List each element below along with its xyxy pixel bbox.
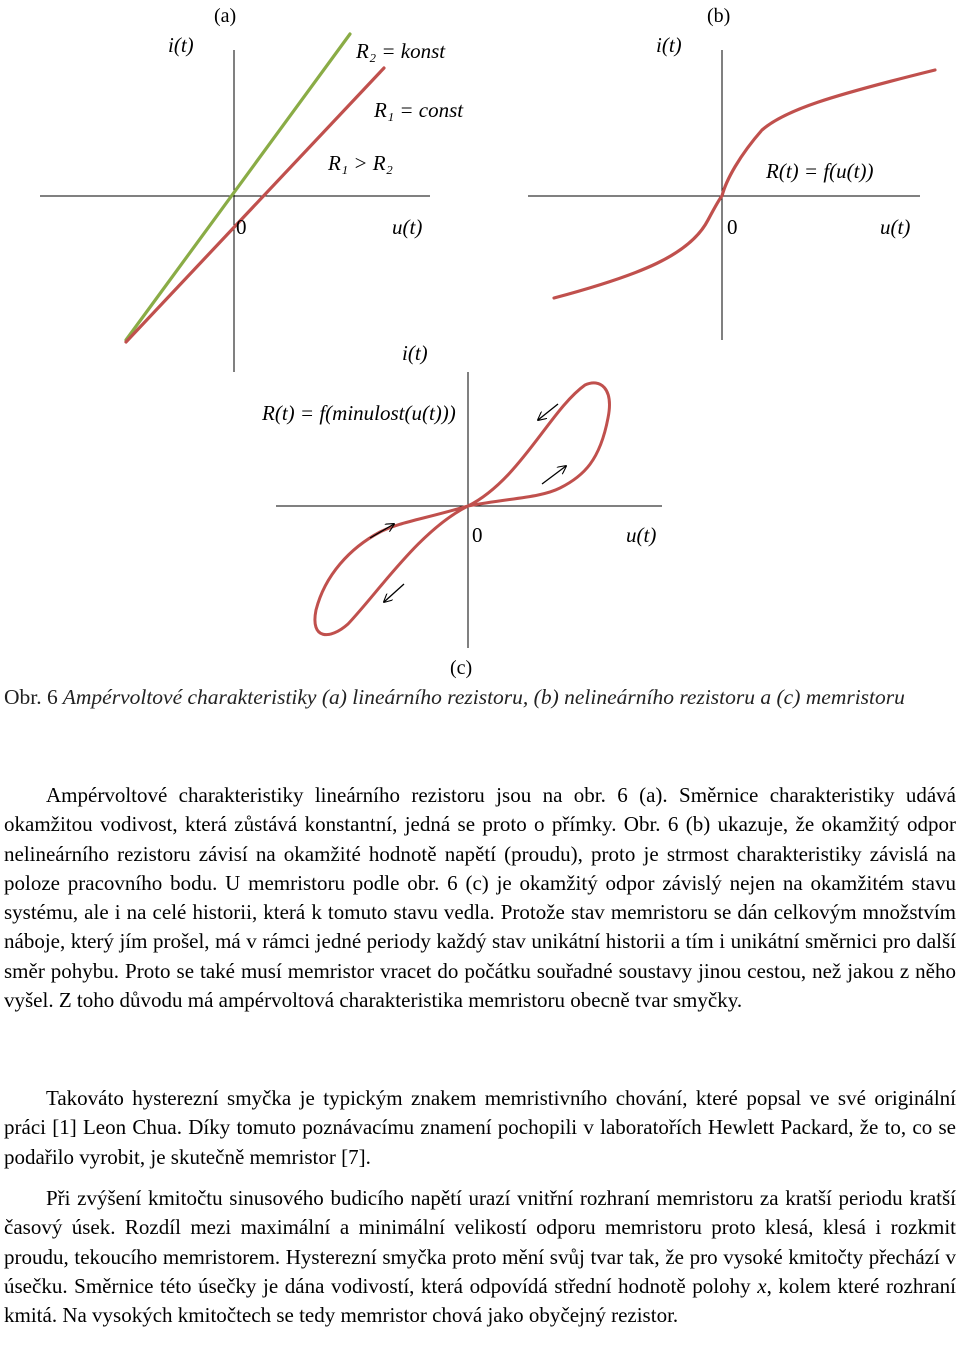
panel-b-y-label: i(t): [656, 33, 682, 57]
legend-r1-gt-r2: R₁ > R₂: [328, 151, 393, 175]
paragraph-3-text-a: Při zvýšení kmitočtu sinusového budicího napětí urazí vnitřní rozhraní memristoru za kratší periodu kratší časový úsek. Rozdíl mezi maximální a minimální velikostí odporu memristoru proto klesá, klesá i rozkmit proudu, tekoucího memristorem. Hysterezní smyčka proto mění svůj tvar tak, že pro vysoké kmitočty přechází v úsečku. Směrnice této úsečky je dána vodivostí, která odpovídá střední hodnotě polohy: [4, 1186, 956, 1298]
panel-b-label: (b): [707, 5, 731, 27]
panel-b-relation: R(t) = f(u(t)): [766, 159, 874, 183]
panel-a-origin: 0: [236, 215, 247, 239]
panel-c-y-label: i(t): [402, 341, 428, 365]
panel-c: [261, 341, 662, 679]
nonlinear-curve: [554, 70, 935, 298]
panel-c-label: (c): [450, 657, 473, 679]
panel-b: [528, 5, 935, 340]
legend-r2-konst: R₂ = konst: [356, 39, 446, 63]
panel-a-y-label: i(t): [168, 33, 194, 57]
panel-b-origin: 0: [727, 215, 738, 239]
caption-text: Ampérvoltové charakteristiky (a) lineárního rezistoru, (b) nelineárního rezistoru a (c) memristoru: [62, 685, 905, 709]
panel-a-label: (a): [214, 5, 237, 27]
linear-line-green: [126, 34, 350, 340]
panel-a-x-label: u(t): [392, 215, 423, 239]
direction-arrow-upper-in: [542, 466, 566, 484]
panel-b-x-label: u(t): [880, 215, 911, 239]
direction-arrow-lower-in: [370, 524, 394, 538]
figure-caption: [4, 683, 956, 712]
caption-number: Obr. 6: [4, 685, 58, 709]
paragraph-2: Takováto hysterezní smyčka je typickým znakem memristivního chování, které popsal ve své originální práci [1] Leon Chua. Díky tomuto poznávacímu znamení pochopili v laboratořích Hewlett Packard, že to, co se podařilo vyrobit, je skutečně memristor [7].: [4, 1086, 956, 1169]
panel-c-x-label: u(t): [626, 523, 657, 547]
panel-a: [40, 5, 464, 372]
panel-c-relation: R(t) = f(minulost(u(t))): [262, 401, 456, 425]
direction-arrow-lower-out: [384, 584, 404, 602]
paragraph-1: Ampérvoltové charakteristiky lineárního rezistoru jsou na obr. 6 (a). Směrnice charakteristiky udává okamžitou vodivost, která zůstává konstantní, jedná se proto o přímky. Obr. 6 (b) ukazuje, že okamžitý odpor nelineárního rezistoru závisí na okamžité hodnotě napětí (proudu), proto je strmost charakteristiky závislá na poloze pracovního bodu. U memristoru podle obr. 6 (c) je okamžitý odpor závislý nejen na okamžitém stavu systému, ale i na celé historii, která k tomuto stavu vedla. Protože stav memristoru se dán celkovým množstvím náboje, který jím prošel, má v rámci jedné periody každý stav unikátní historii a tím i unikátní směrnici pro další směr pohybu. Proto se také musí memristor vracet do počátku souřadné soustavy jinou cestou, než jakou z něho vyšel. Z toho důvodu má ampérvoltová charakteristika memristoru obecně tvar smyčky.: [4, 783, 956, 1013]
linear-line-red: [126, 68, 384, 342]
legend-r1-const: R₁ = const: [374, 98, 464, 122]
panel-c-origin: 0: [472, 523, 483, 547]
paragraph-3: [4, 1184, 956, 1330]
paragraph-3-variable: x: [757, 1273, 767, 1298]
paragraph-3-text-b: , kolem které rozhraní kmitá. Na vysokých kmitočtech se tedy memristor chová jako obyčejný rezistor.: [4, 1273, 956, 1328]
